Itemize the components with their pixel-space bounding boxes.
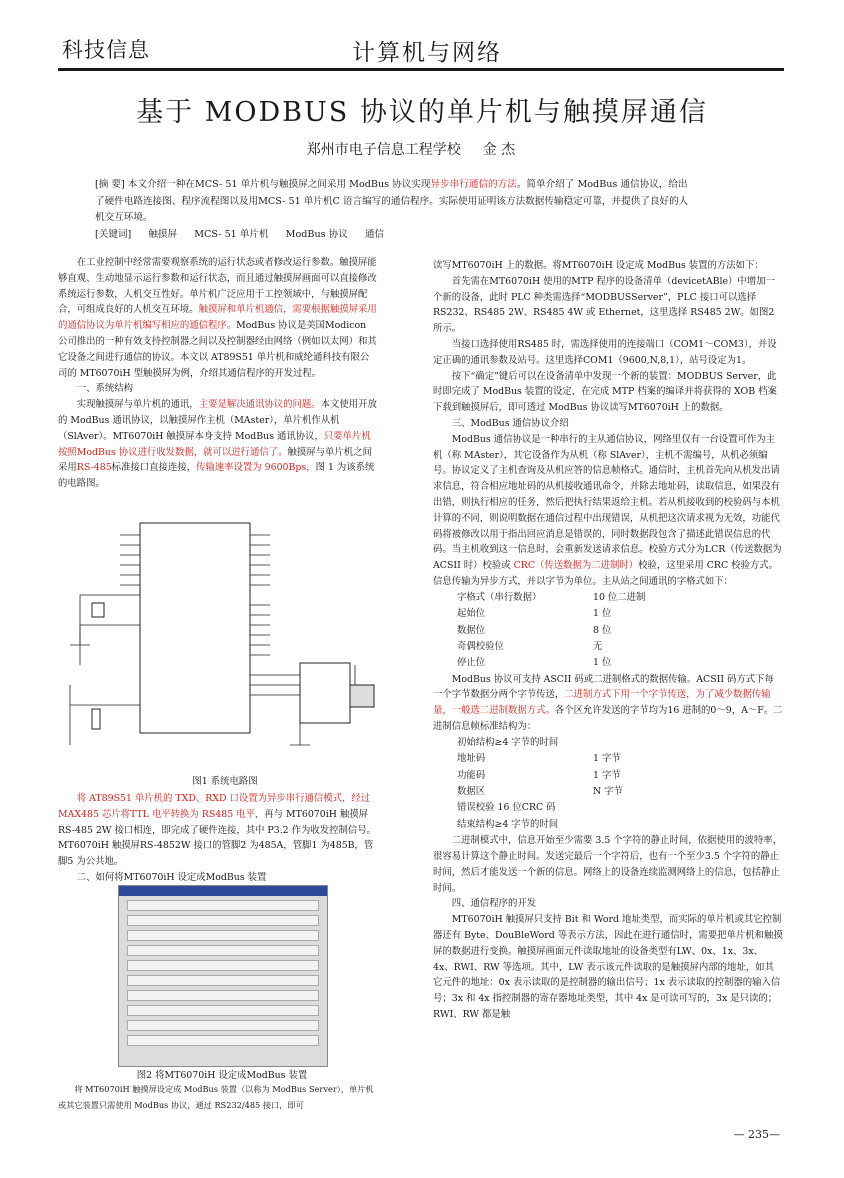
table-row: 字格式（串行数据） 10 位二进制 xyxy=(457,591,646,603)
affiliation: 郑州市电子信息工程学校 xyxy=(306,142,461,158)
left-column-lower xyxy=(58,791,378,886)
table-row: 数据区 N 字节 xyxy=(457,786,623,798)
author-name: 金 杰 xyxy=(482,142,516,158)
paragraph: 在工业控制中经常需要观察系统的运行状态或者修改运行参数。触摸屏能够直观、生动地显示运行参数和运行状态，而且通过触摸屏画面可以直接修改系统运行参数，人机交互性好。单片机广泛应用于工控领域中，与触摸屏配合，可组成良好的人机交互环境。触摸屏和单片机通信，需要根据触摸屏采用的通信协议为单片机编写相应的通信程序。ModBus 协议是美国Modicon 公司推出的一种有效支持控制器之间以及控制器经由网络（例如以太网）和其它设备之间进行通信的协议。本文以 AT89S51 单片机和威纶通科技有限公司的 MT6070iH 型触摸屏为例，介绍其通信程序的开发过程。 xyxy=(58,257,377,379)
paragraph: ModBus 协议可支持 ASCII 码或二进制格式的数据传输。ACSII 码方式下每一个字节数据分两个字节传送，二进制方式下用一个字节传送，为了减少数据传输量，一般选二进制数据方式。各个区允许发送的字节均为16 进制的0～9，A～F。二进制信息帧标准结构为： xyxy=(433,673,783,733)
table-row: 错误校验 16 位CRC 码 xyxy=(457,802,556,814)
table-row: 数据位 8 位 xyxy=(457,624,612,636)
word-format-table xyxy=(457,590,783,672)
author-line xyxy=(0,139,844,159)
keyword: 通信 xyxy=(364,229,385,240)
paragraph: MT6070iH 触摸屏只支持 Bit 和 Word 地址类型，而实际的单片机或其它控制器还有 Byte、DouBleWord 等表示方法，因此在进行通信时，需要把单片机和触摸屏的数据进行变换。触摸屏画面元件读取地址的设备类型有LW、0x、1x、3x、4x、RWI、RW 等选项。其中，LW 表示该元件读取的是触摸屏内部的地址，如其它元件的地址：0x 表示读取的是控制器的输出信号；1x 表示读取的控制器的输入信号；3x 和 4x 指控制器的寄存器地址类型，其中 4x 是可读可写的，3x 是只读的；RWI、RW 都是触 xyxy=(433,914,783,1020)
abstract-highlight: 异步串行通信的方法 xyxy=(430,179,517,190)
keyword: 触摸屏 xyxy=(148,229,178,240)
section-heading: 四、通信程序的开发 xyxy=(451,898,537,910)
section-name: 计算机与网络 xyxy=(352,40,502,66)
paragraph: 首先需在MT6070iH 使用的MTP 程序的设备清单（devicetABle）中增加一个新的设备，此时 PLC 种类需选择“MODBUSServer”，PLC 接口可以选择 RS232、RS485 2W、RS485 4W 或 Ethernet，这里选择 RS485 2W。如图2 所示。 xyxy=(433,275,775,335)
abstract-text: 本文介绍一种在MCS- 51 单片机与触摸屏之间采用 ModBus 协议实现 xyxy=(127,179,431,190)
figure1-caption: 图1 系统电路图 xyxy=(192,776,258,787)
paragraph: 将 AT89S51 单片机的 TXD、RXD 口设置为异步串行通信模式，经过MAX485 芯片将TTL 电平转换为 RS485 电平，再与 MT6070iH 触摸屏 RS-485 2W 接口相连，即完成了硬件连接，其中 P3.2 作为收发控制信号。MT6070iH 触摸屏RS-4852W 接口的管脚2 为485A，管脚1 为485B，管脚5 为公共地。 xyxy=(58,793,377,868)
abstract-label: [摘 要] xyxy=(95,179,125,190)
table-row: 停止位 1 位 xyxy=(457,657,612,669)
dialog-titlebar xyxy=(119,886,327,896)
abstract-text2: 。简单介绍了 ModBus 通信协议，给出了硬件电路连接图、程序流程图以及用MCS- 51 单片机C 语言编写的通信程序。实际使用证明该方法数据传输稳定可靠，并提供了良好的人机交互环境。 xyxy=(95,179,689,223)
paragraph: 按下“确定”键后可以在设备清单中发现一个新的装置：MODBUS Server，此时即完成了 ModBus 装置的设定，在完成 MTP 档案的编译并将获得的 XOB 档案下载到触摸屏后，即可透过 ModBus 协议读写MT6070iH 上的数据。 xyxy=(433,370,777,414)
paragraph: 将 MT6070iH 触摸屏设定成 ModBus 装置（以称为 ModBus Server），单片机或其它装置只需使用 ModBus 协议，通过 RS232/485 接口，即可 xyxy=(58,1084,374,1110)
header-rule xyxy=(58,68,784,71)
section-heading: 一、系统结构 xyxy=(76,383,134,395)
left-column xyxy=(58,255,378,492)
table-row: 功能码 1 字节 xyxy=(457,769,621,781)
left-column-bottom xyxy=(58,1082,378,1114)
circuit-diagram xyxy=(60,515,390,771)
table-row: 起始位 1 位 xyxy=(457,608,612,620)
table-row: 初始结构≥4 字节的时间 xyxy=(457,736,559,748)
table-row: 地址码 1 字节 xyxy=(457,753,621,765)
frame-structure-table xyxy=(457,735,783,833)
keyword: MCS- 51 单片机 xyxy=(194,229,269,240)
abstract xyxy=(95,177,695,227)
table-row: 结束结构≥4 字节的时间 xyxy=(457,818,559,830)
keyword: ModBus 协议 xyxy=(285,229,348,240)
table-row: 奇偶校验位 无 xyxy=(457,640,603,652)
journal-name: 科技信息 xyxy=(62,38,150,62)
paragraph: ModBus 通信协议是一种串行的主从通信协议，网络里仅有一台设置可作为主机（称 MAster），其它设备作为从机（称 SlAver），主机不需编号，从机必须编号。协议定义了主机查询及从机应答的信息帧格式。通信时，主机首先向从机发出请求信息，符合相应地址码的从机接收通讯命令，并除去地址码，读取信息，如果没有出错，则执行相应的任务，然后把执行结果返给主机。若从机接收到的校验码与本机计算的不同，则说明数据在通信过程中出现错误，从机把这次请求视为无效，功能代码将被修改以用于指出回应消息是错误的，同时数据段包含了描述此错误信息的代码。当主机收到这一信息时，会重新发送请求信息。校验方式分为LCR（传送数据为ACSII 时）校验或 CRC（传送数据为二进制时）校验，这里采用 CRC 校验方式。信息传输为异步方式，并以字节为单位。主从站之间通讯的字格式如下： xyxy=(433,433,782,587)
paragraph: 实现触摸屏与单片机的通讯，主要是解决通讯协议的问题。本文使用开放的 ModBus 通讯协议，以触摸屏作主机（MAster），单片机作从机（SlAver）。MT6070iH 触摸屏本身支持 ModBus 通讯协议，只要单片机按照ModBus 协议进行收发数据，就可以进行通信了。触摸屏与单片机之间采用RS-485标准接口直接连接，传输速率设置为 9600Bps，图 1 为该系统的电路图。 xyxy=(58,399,377,490)
right-column xyxy=(433,258,783,1023)
article-title: 基于 MODBUS 协议的单片机与触摸屏通信 xyxy=(136,97,708,128)
section-heading: 二、如何将MT6070iH 设定成ModBus 装置 xyxy=(76,871,267,883)
paragraph: 当接口选择使用RS485 时，需选择使用的连接端口（COM1～COM3），并设定正确的通讯参数及站号。这里选择COM1（9600,N,8,1），站号设定为1。 xyxy=(433,338,777,366)
figure2-caption: 图2 将MT6070iH 设定成ModBus 装置 xyxy=(136,1070,308,1081)
paragraph: 读写MT6070iH 上的数据。将MT6070iH 设定成 ModBus 装置的方法如下： xyxy=(433,260,764,271)
keywords xyxy=(95,226,695,240)
page-number: — 235— xyxy=(733,1128,780,1141)
section-heading: 三、ModBus 通信协议介绍 xyxy=(451,417,569,429)
settings-dialog-screenshot xyxy=(118,885,328,1067)
paragraph: 二进制模式中，信息开始至少需要 3.5 个字符的静止时间，依据使用的波特率，很容易计算这个静止时间。发送完最后一个字符后，也有一个至少3.5 个字符的静止时间，然后才能发送一个新的信息。网络上的设备连续监测网络上的信息，包括静止时间。 xyxy=(433,835,783,894)
keywords-label: [关键词] xyxy=(95,229,132,240)
